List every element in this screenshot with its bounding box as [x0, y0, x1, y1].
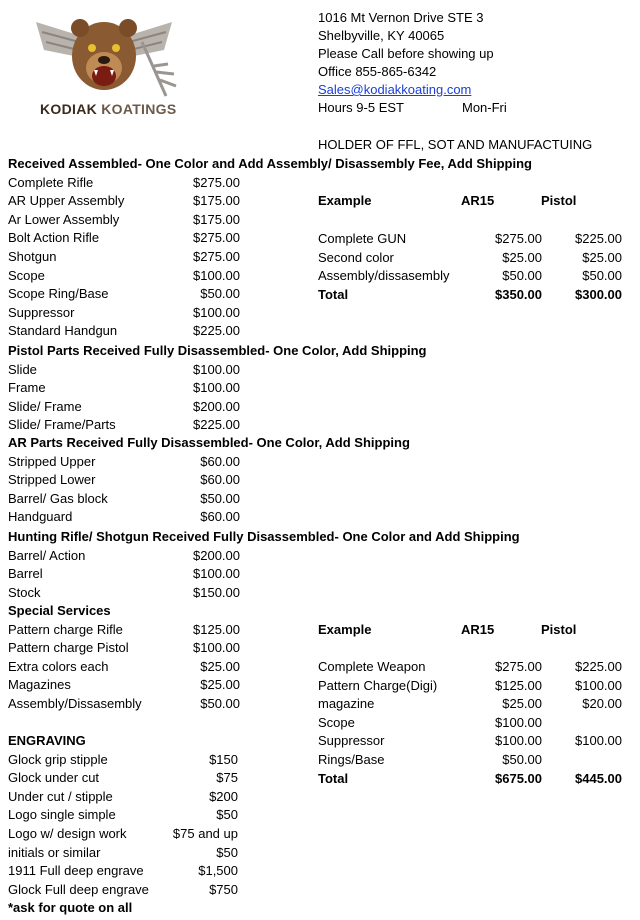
engraving-label: 1911 Full deep engrave	[8, 863, 144, 879]
example-col-ar15: AR15	[461, 193, 495, 208]
logo-name: KODIAK	[40, 101, 98, 117]
item-label: Stripped Lower	[8, 472, 96, 488]
item-price: $100.00	[193, 566, 240, 582]
item-label: Pattern charge Pistol	[8, 640, 129, 656]
example-row-pistol: $20.00	[582, 696, 622, 712]
example-row-ar15: $100.00	[495, 714, 542, 730]
item-price: $50.00	[200, 286, 240, 302]
engraving-label: Glock under cut	[8, 770, 100, 786]
item-price: $50.00	[200, 490, 240, 506]
example-row-label: Second color	[318, 249, 394, 265]
example-row-label: Scope	[318, 714, 355, 730]
item-label: Slide/ Frame/Parts	[8, 417, 116, 433]
example-row-label: Complete Weapon	[318, 659, 426, 674]
example-col-pistol: Pistol	[541, 622, 577, 637]
example-row-label: Suppressor	[318, 733, 385, 749]
item-label: Barrel	[8, 566, 43, 582]
example-row-pistol: $50.00	[582, 268, 622, 284]
item-label: Scope	[8, 267, 45, 283]
example-row-ar15: $675.00	[495, 770, 542, 786]
item-label: Stripped Upper	[8, 453, 96, 469]
item-label: Magazines	[8, 677, 71, 693]
item-price: $100.00	[193, 361, 240, 377]
item-price: $25.00	[200, 658, 240, 674]
engraving-label: Under cut / stipple	[8, 788, 113, 804]
item-label: Barrel/ Gas block	[8, 490, 108, 506]
example-row-ar15: $25.00	[502, 696, 542, 712]
item-label: Barrel/ Action	[8, 547, 86, 563]
engraving-label: Glock Full deep engrave	[8, 881, 149, 897]
engraving-price: $50	[216, 807, 238, 823]
license-holder: HOLDER OF FFL, SOT AND MANUFACTUING	[318, 137, 593, 152]
example-row-label: Assembly/dissasembly	[318, 268, 450, 284]
example-row-ar15: $25.00	[502, 249, 542, 265]
section-title-pistol: Pistol Parts Received Fully Disassembled- One Color, Add Shipping	[8, 343, 427, 358]
bear-emblem-icon	[16, 4, 192, 104]
example-row-pistol: $100.00	[575, 677, 622, 693]
item-price: $175.00	[193, 211, 240, 227]
item-label: Slide/ Frame	[8, 398, 82, 414]
item-label: Assembly/Dissasembly	[8, 696, 142, 711]
item-price: $275.00	[193, 249, 240, 264]
item-price: $175.00	[193, 193, 240, 209]
item-price: $200.00	[193, 547, 240, 563]
section-title-special: Special Services	[8, 603, 111, 618]
item-price: $225.00	[193, 323, 240, 339]
hours-text: Hours 9-5 EST	[318, 100, 404, 115]
example-row-ar15: $50.00	[502, 268, 542, 284]
engraving-note: *ask for quote on all	[8, 900, 133, 916]
item-price: $100.00	[193, 380, 240, 396]
example-title: Example	[318, 622, 372, 637]
logo-name-second: KOATINGS	[101, 101, 177, 117]
item-label: Slide	[8, 361, 37, 377]
engraving-price: $150	[209, 751, 238, 767]
item-label: Stock	[8, 584, 41, 600]
section-title-ar: AR Parts Received Fully Disassembled- One Color, Add Shipping	[8, 435, 410, 450]
section-title-engraving: ENGRAVING	[8, 733, 86, 748]
example-row-pistol: $225.00	[575, 659, 622, 674]
example-row-ar15: $275.00	[495, 231, 542, 246]
item-price: $100.00	[193, 304, 240, 320]
item-price: $100.00	[193, 267, 240, 283]
example-row-ar15: $350.00	[495, 286, 542, 302]
example-row-ar15: $100.00	[495, 733, 542, 749]
item-label: AR Upper Assembly	[8, 193, 125, 209]
item-price: $125.00	[193, 621, 240, 637]
logo-wordmark	[40, 101, 177, 117]
item-label: Shotgun	[8, 249, 57, 264]
engraving-label: initials or similar	[8, 844, 101, 860]
engraving-label: Glock grip stipple	[8, 751, 108, 767]
item-label: Ar Lower Assembly	[8, 211, 120, 227]
section-title-assembled: Received Assembled- One Color and Add Assembly/ Disassembly Fee, Add Shipping	[8, 156, 532, 171]
item-price: $25.00	[200, 677, 240, 693]
example-row-label: Complete GUN	[318, 231, 407, 246]
item-price: $275.00	[193, 174, 240, 190]
item-label: Scope Ring/Base	[8, 286, 109, 302]
example-col-ar15: AR15	[461, 622, 495, 637]
item-label: Bolt Action Rifle	[8, 230, 100, 246]
example-row-pistol: $445.00	[575, 770, 622, 786]
engraving-price: $75	[216, 770, 238, 786]
item-label: Suppressor	[8, 304, 75, 320]
days-text: Mon-Fri	[462, 100, 507, 115]
call-note: Please Call before showing up	[318, 46, 494, 61]
example-row-pistol: $25.00	[582, 249, 622, 265]
address-line-1: 1016 Mt Vernon Drive STE 3	[318, 10, 484, 25]
engraving-label: Logo w/ design work	[8, 826, 127, 841]
example-row-label: Total	[318, 286, 349, 302]
item-price: $50.00	[200, 696, 240, 711]
example-row-label: magazine	[318, 696, 375, 712]
example-row-pistol: $100.00	[575, 733, 622, 749]
item-price: $200.00	[193, 398, 240, 414]
item-label: Frame	[8, 380, 46, 396]
example-col-pistol: Pistol	[541, 193, 577, 208]
example-row-pistol: $300.00	[575, 286, 622, 302]
example-row-ar15: $50.00	[502, 752, 542, 767]
item-price: $60.00	[200, 472, 240, 488]
item-price: $100.00	[193, 640, 240, 656]
item-price: $150.00	[193, 584, 240, 600]
item-label: Handguard	[8, 509, 73, 525]
engraving-price: $200	[209, 788, 238, 804]
example-row-ar15: $275.00	[495, 659, 542, 674]
example-row-label: Total	[318, 770, 349, 786]
engraving-price: $50	[216, 844, 238, 860]
engraving-price: $750	[209, 881, 238, 897]
address-line-2: Shelbyville, KY 40065	[318, 28, 445, 43]
example-title: Example	[318, 193, 372, 208]
section-title-hunting: Hunting Rifle/ Shotgun Received Fully Disassembled- One Color and Add Shipping	[8, 529, 520, 544]
item-label: Standard Handgun	[8, 323, 118, 339]
item-price: $275.00	[193, 230, 240, 246]
item-label: Pattern charge Rifle	[8, 621, 123, 637]
item-price: $225.00	[193, 417, 240, 433]
item-price: $60.00	[200, 453, 240, 469]
engraving-price: $75 and up	[172, 826, 238, 841]
item-label: Complete Rifle	[8, 174, 94, 190]
example-row-pistol: $225.00	[575, 231, 622, 246]
engraving-price: $1,500	[198, 863, 238, 879]
item-price: $60.00	[200, 509, 240, 525]
item-label: Extra colors each	[8, 658, 109, 674]
engraving-label: Logo single simple	[8, 807, 116, 823]
example-row-label: Pattern Charge(Digi)	[318, 677, 438, 693]
office-phone: Office 855-865-6342	[318, 64, 437, 79]
email-link[interactable]: Sales@kodiakkoating.com	[318, 82, 472, 97]
example-row-label: Rings/Base	[318, 752, 385, 767]
example-row-ar15: $125.00	[495, 677, 542, 693]
